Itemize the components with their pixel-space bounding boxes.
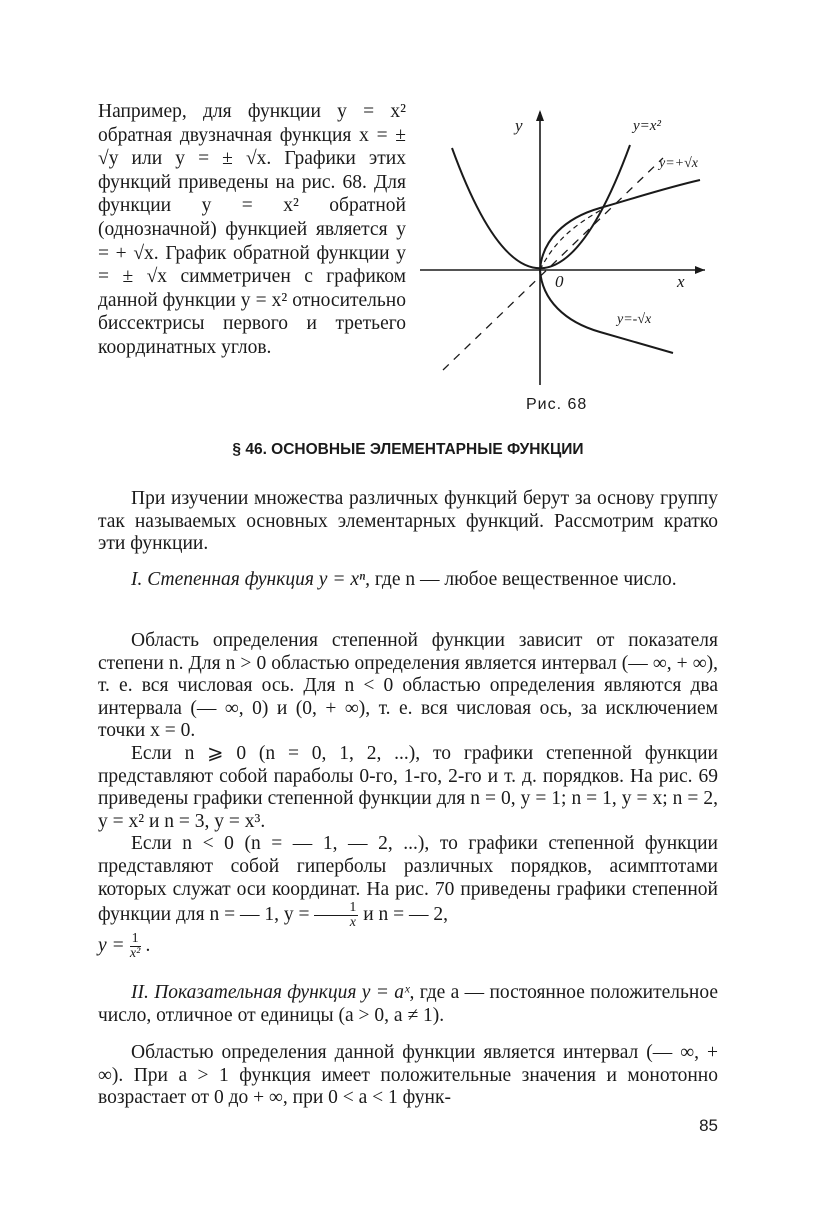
paragraph-5-part-d: . bbox=[140, 935, 151, 957]
paragraph-2 bbox=[98, 569, 718, 592]
power-function-title: I. Степенная функция y = xⁿ, bbox=[131, 569, 371, 590]
paragraph-7-text: Областью определения данной функции является интервал (— ∞, + ∞). При a > 1 функция имеет положительные значения и монотонно возрастает от 0 до + ∞, при 0 < a < 1 функ- bbox=[98, 1042, 718, 1109]
parabola-label: y=x² bbox=[633, 118, 661, 134]
x-axis-arrow bbox=[695, 266, 705, 274]
figure-68 bbox=[415, 100, 715, 430]
bisector-line bbox=[443, 158, 663, 370]
paragraph-6-text bbox=[98, 982, 718, 1027]
paragraph-5-part-a: Если n < 0 (n = — 1, — 2, ...), то графики степенной функции представляют собой гиперболы различных порядков, асимптотами которых служат оси координат. На рис. 70 приведены графики степенной функции для n = — 1, y = bbox=[98, 833, 718, 926]
power-function-desc: где n — любое вещественное число. bbox=[370, 569, 677, 590]
positive-root-curve bbox=[540, 180, 700, 270]
intro-paragraph: Например, для функции y = x² обратная двузначная функция x = ± √y или y = ± √x. Графики этих функций приведены на рис. 68. Для функции y = x² обратной (однозначной) функцией является y = + √x. График обратной функции y = ± √x симметричен с графиком данной функции y = x² относительно биссектрисы первого и третьего координатных углов. bbox=[98, 101, 406, 358]
paragraph-5-text bbox=[98, 833, 718, 930]
y-axis-arrow bbox=[536, 110, 544, 121]
y-axis-label: y bbox=[515, 116, 523, 135]
fraction-1-den: x bbox=[349, 915, 356, 931]
exp-function-title: II. Показательная функция y = aˣ, bbox=[131, 982, 415, 1003]
fraction-1-over-x2 bbox=[130, 932, 141, 961]
paragraph-3-text: Область определения степенной функции зависит от показателя степени n. Для n > 0 областью определения является интервал (— ∞, + ∞), т. е. вся числовая ось. Для n < 0 областью определения являются два интервала (— ∞, 0) и (0, + ∞), т. е. вся числовая ось, за исключением точки x = 0. bbox=[98, 630, 718, 742]
fraction-2-den: x² bbox=[129, 946, 141, 962]
positive-root-label: y=+√x bbox=[659, 156, 699, 171]
paragraph-3 bbox=[98, 630, 718, 961]
paragraph-5-cont bbox=[98, 932, 718, 961]
paragraph-1-text: При изучении множества различных функций берут за основу группу так называемых основных элементарных функций. Рассмотрим кратко эти функции. bbox=[98, 488, 718, 555]
page-number: 85 bbox=[699, 1116, 718, 1135]
fraction-1-over-x bbox=[314, 901, 358, 930]
fraction-1-num: 1 bbox=[314, 901, 358, 916]
dashed-inner-curve bbox=[540, 210, 601, 270]
exp-function-desc: где a — постоянное положительное число, отличное от единицы (a > 0, a ≠ 1). bbox=[98, 982, 718, 1026]
paragraph-4-text: Если n ⩾ 0 (n = 0, 1, 2, ...), то графики степенной функции представляют собой параболы 0-го, 1-го, 2-го и т. д. порядков. На рис. 69 приведены графики степенной функции для n = 0, y = 1; n = 1, y = x; n = 2, y = x² и n = 3, y = x³. bbox=[98, 742, 718, 832]
paragraph-5-part-c: y = bbox=[98, 935, 125, 957]
section-heading: § 46. ОСНОВНЫЕ ЭЛЕМЕНТАРНЫЕ ФУНКЦИИ bbox=[232, 441, 584, 458]
paragraph-1 bbox=[98, 488, 718, 556]
x-axis-label: x bbox=[677, 272, 685, 291]
fraction-2-num: 1 bbox=[131, 931, 139, 947]
negative-root-label: y=-√x bbox=[617, 312, 652, 327]
origin-label: 0 bbox=[555, 272, 564, 291]
paragraph-2-text bbox=[98, 569, 718, 592]
figure-caption: Рис. 68 bbox=[526, 396, 588, 413]
paragraph-7 bbox=[98, 1042, 718, 1110]
function-graph bbox=[415, 100, 715, 400]
paragraph-5-part-b: и n = — 2, bbox=[358, 904, 449, 926]
paragraph-6 bbox=[98, 982, 718, 1027]
